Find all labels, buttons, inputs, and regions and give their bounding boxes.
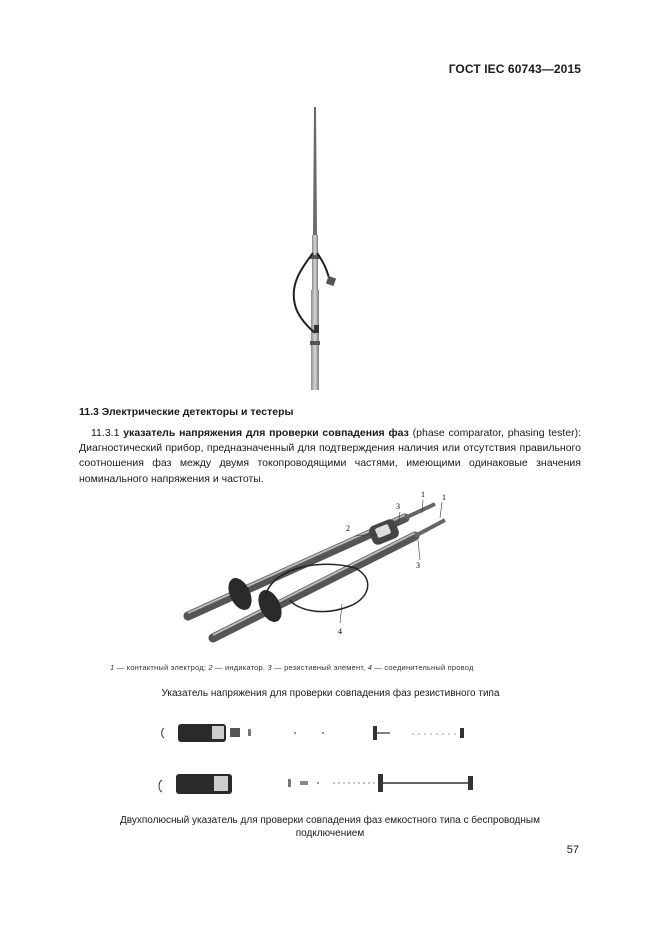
legend-t1: — контактный электрод; — [114, 663, 209, 672]
callout-1-left: 1 — [421, 490, 425, 499]
callout-3-lower: 3 — [416, 561, 420, 570]
legend-n4: 4 — [367, 663, 373, 672]
hot-stick-detector-image — [270, 105, 370, 400]
paragraph-number: 11.3.1 — [91, 427, 120, 439]
definition-paragraph — [79, 426, 581, 487]
capacitive-phase-comparator-image — [150, 712, 480, 807]
figure-legend — [110, 663, 550, 672]
callout-4: 4 — [338, 627, 342, 636]
standard-header: ГОСТ IEC 60743—2015 — [448, 62, 581, 76]
legend-n3: 3 — [267, 663, 272, 672]
section-title: 11.3 Электрические детекторы и тестеры — [79, 406, 294, 418]
resistive-phase-comparator-image — [170, 488, 470, 648]
legend-t4: — соединительный провод — [372, 663, 474, 672]
page-number: 57 — [566, 844, 579, 856]
term: указатель напряжения для проверки совпадения фаз — [123, 427, 409, 439]
legend-t3: — резистивный элемент, — [271, 663, 368, 672]
term-english: (phase comparator, phasing tester): — [412, 427, 582, 439]
legend-n1: 1 — [110, 663, 115, 672]
callout-1-right: 1 — [442, 493, 446, 502]
figure-caption-resistive: Указатель напряжения для проверки совпадения фаз резистивного типа — [161, 688, 500, 699]
figure-caption-capacitive: Двухполюсный указатель для проверки совпадения фаз емкостного типа с беспроводным подключением — [120, 815, 540, 839]
legend-t2: — индикатор. — [212, 663, 268, 672]
callout-3-upper: 3 — [396, 502, 400, 511]
callout-2: 2 — [346, 524, 350, 533]
term-definition: Диагностический прибор, предназначенный для подтверждения наличия или отсутствия правильного соотношения фаз между двумя токопроводящими частями, имеющими одинаковые значения номинального напряжения и частоты. — [79, 442, 581, 485]
legend-n2: 2 — [208, 663, 213, 672]
